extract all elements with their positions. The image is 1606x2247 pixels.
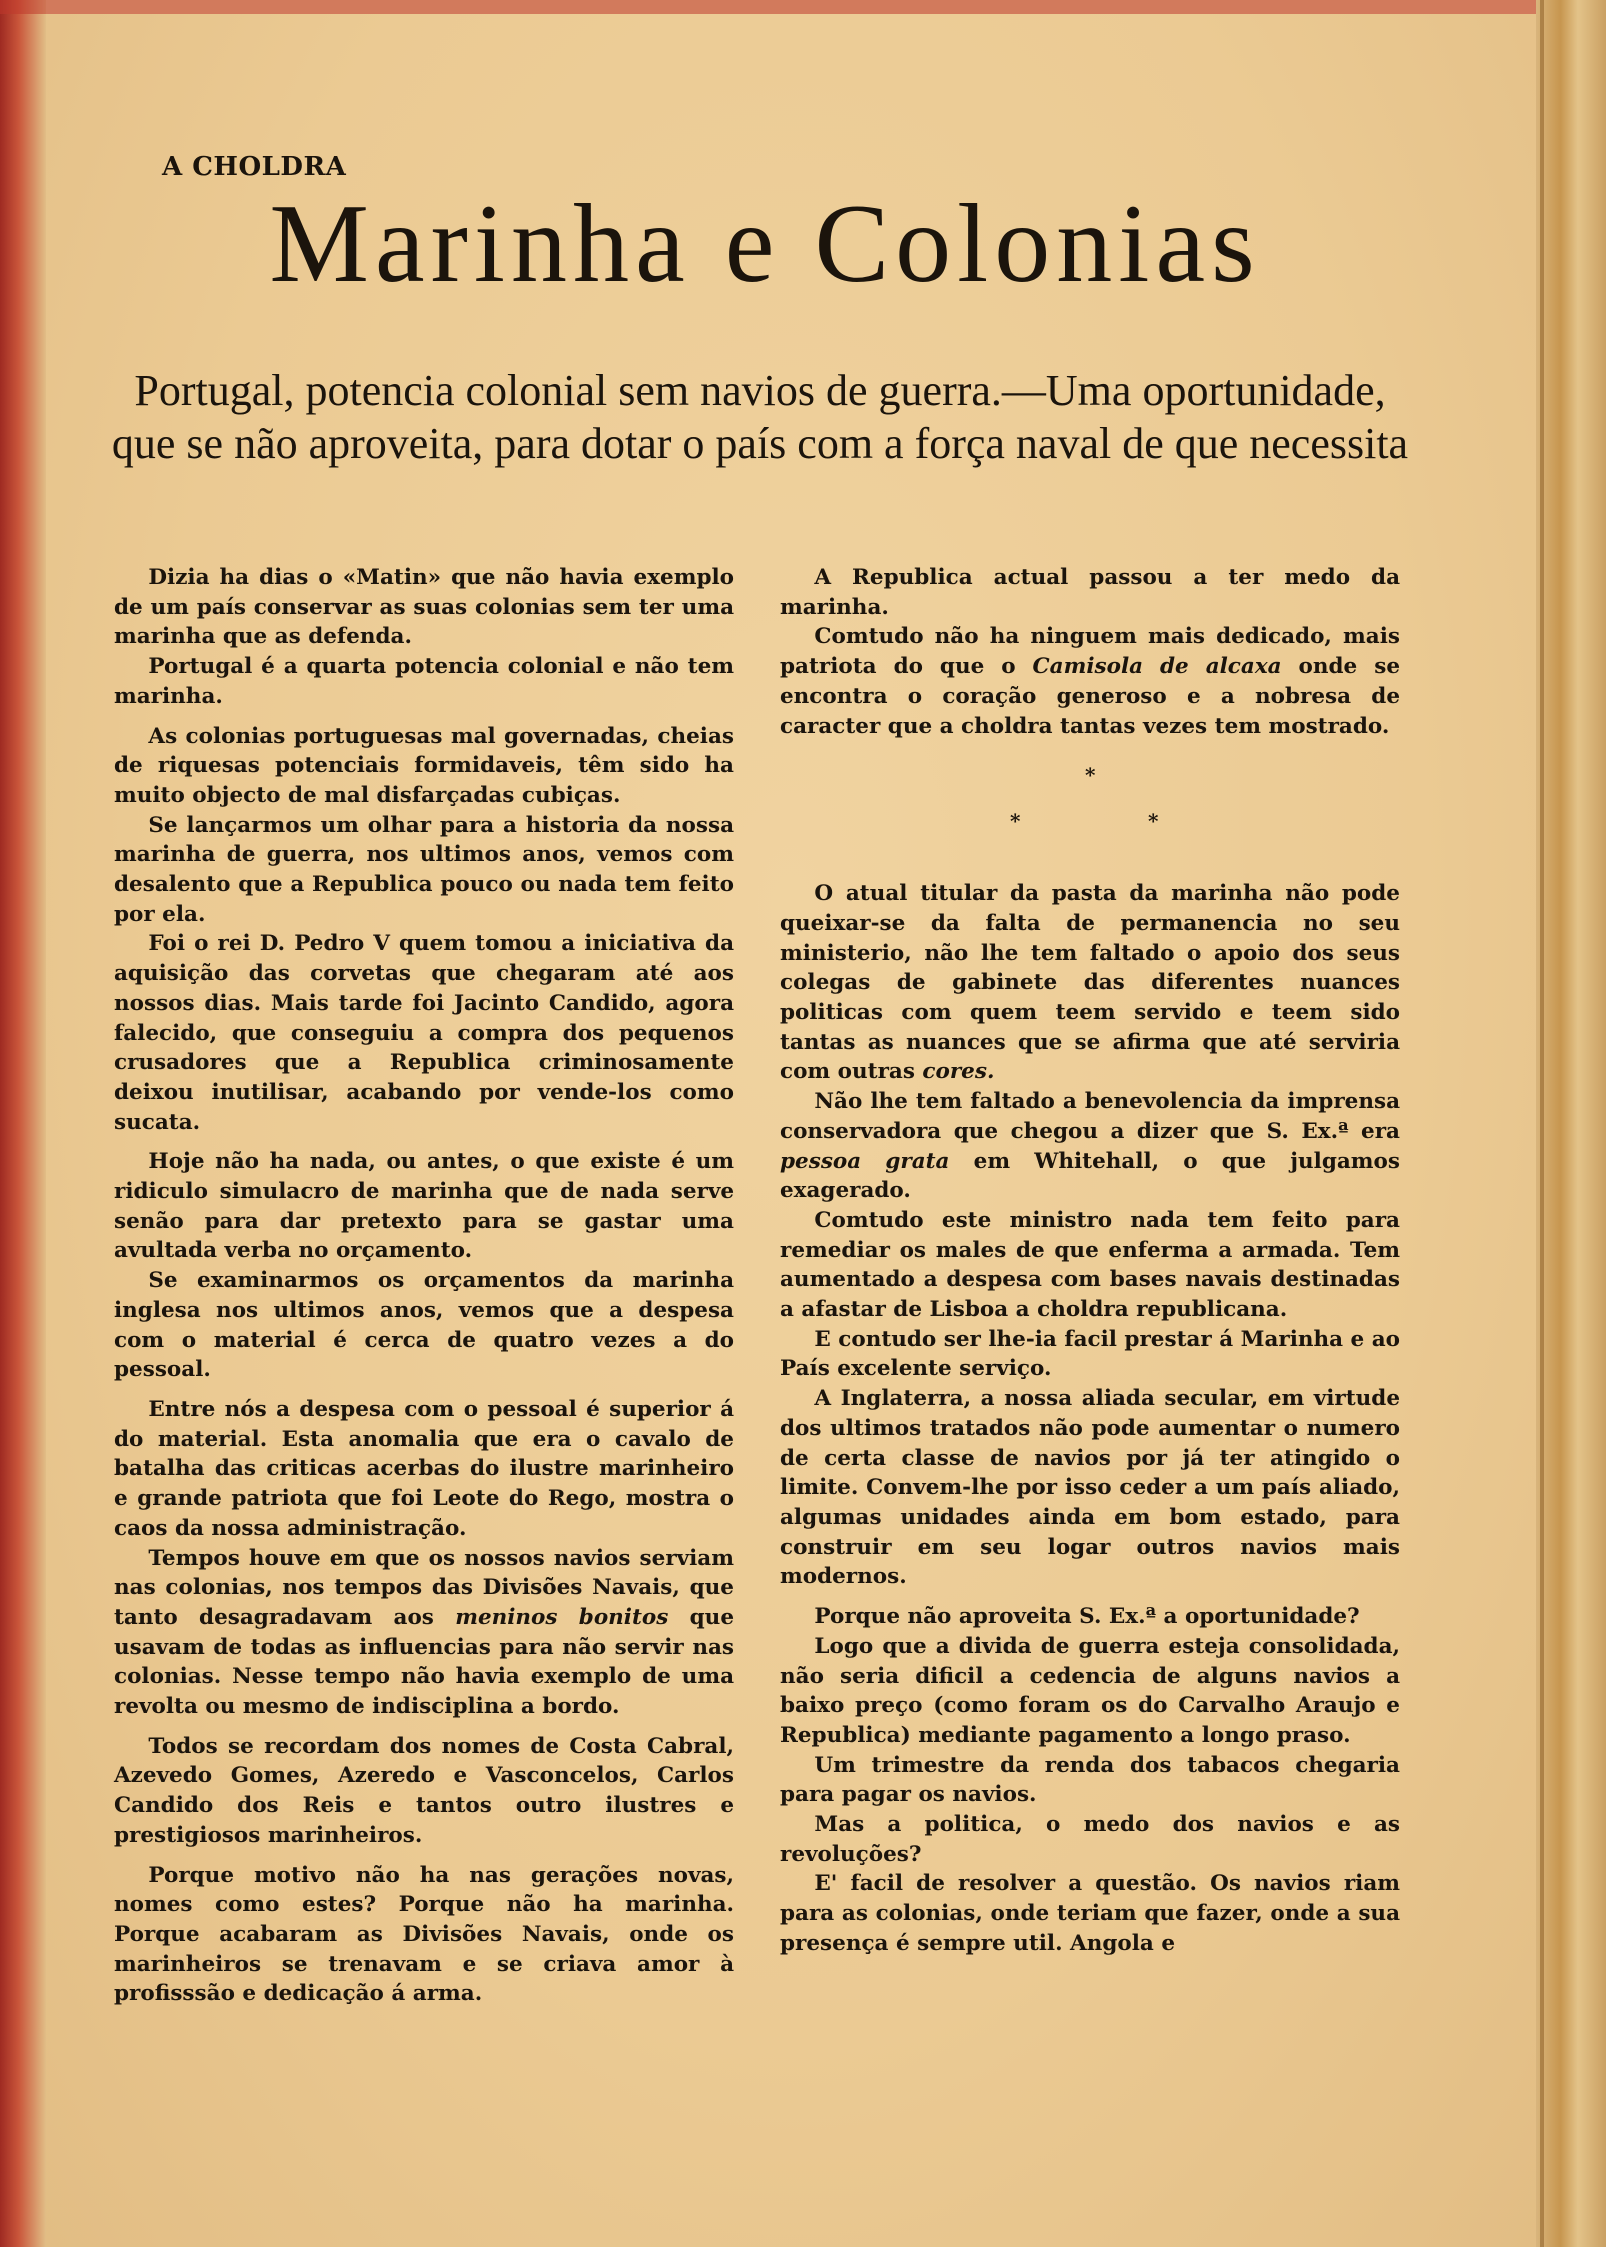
paragraph	[780, 1087, 1400, 1206]
text-run: Tempos houve em que os nossos navios serviam nas colonias, nos tempos das Divisões Navais, que tanto desagradavam aos	[114, 1545, 734, 1630]
italic-run: cores.	[922, 1059, 995, 1085]
paragraph: Entre nós a despesa com o pessoal é superior á do material. Esta anomalia que era o cavalo de batalha das criticas acerbas do ilustre marinheiro e grande patriota que foi Leote do Rego, mostra o caos da nossa administração.	[114, 1396, 734, 1541]
paragraph: As colonias portuguesas mal governadas, cheias de riquesas potenciais formidaveis, têm sido ha muito objecto de mal disfarçadas cubiças.	[114, 723, 734, 808]
paragraph: E' facil de resolver a questão. Os navios riam para as colonias, onde teriam que fazer, onde a sua presença é sempre util. Angola e	[780, 1871, 1400, 1956]
page-top-edge	[0, 0, 1606, 14]
paragraph: Se examinarmos os orçamentos da marinha inglesa nos ultimos anos, vemos que a despesa com o material é cerca de quatro vezes a do pessoal.	[114, 1268, 734, 1383]
italic-run: meninos bonitos	[455, 1604, 669, 1630]
text-run: onde se encontra o coração generoso e a nobresa de caracter que a choldra tantas vezes tem mostrado.	[780, 654, 1400, 739]
paragraph: Se lançarmos um olhar para a historia da nossa marinha de guerra, nos ultimos anos, vemos com desalento que a Republica pouco ou nada tem feito por ela.	[114, 812, 734, 927]
paragraph: Um trimestre da renda dos tabacos chegaria para pagar os navios.	[780, 1752, 1400, 1808]
text-run: O atual titular da pasta da marinha não pode queixar-se da falta de permanencia no seu ministerio, não lhe tem faltado o apoio dos seus colegas de gabinete das diferentes nuances politicas com quem teem servido e teem sido tantas as nuances que se afirma que até serviria com outras	[780, 881, 1400, 1085]
paragraph	[780, 622, 1400, 741]
paragraph: Dizia ha dias o «Matin» que não havia exemplo de um país conservar as suas colonias sem ter uma marinha que as defenda.	[114, 565, 734, 650]
italic-run: Camisola de alcaxa	[1032, 654, 1282, 680]
paragraph: Comtudo este ministro nada tem feito para remediar os males de que enferma a armada. Tem aumentado a despesa com bases navais destinadas a afastar de Lisboa a choldra republicana.	[780, 1207, 1400, 1323]
paragraph: Todos se recordam dos nomes de Costa Cabral, Azevedo Gomes, Azeredo e Vasconcelos, Carlos Candido dos Reis e tantos outro ilustres e prestigiosos marinheiros.	[114, 1733, 734, 1848]
paragraph: Hoje não ha nada, ou antes, o que existe é um ridiculo simulacro de marinha que de nada serve senão para dar pretexto para se gastar uma avultada verba no orçamento.	[114, 1149, 734, 1264]
section-separator	[780, 751, 1400, 861]
text-run: que usavam de todas as influencias para não servir nas colonias. Nesse tempo não havia exemplo de uma revolta ou mesmo de indisciplina a bordo.	[114, 1604, 734, 1720]
paragraph	[114, 1544, 734, 1722]
paragraph	[780, 879, 1400, 1087]
paragraph: Portugal é a quarta potencia colonial e não tem marinha.	[114, 654, 734, 709]
paragraph: Logo que a divida de guerra esteja consolidada, não seria dificil a cedencia de alguns navios a baixo preço (como foram os do Carvalho Araujo e Republica) mediante pagamento a longo praso.	[780, 1633, 1400, 1748]
paragraph: A Republica actual passou a ter medo da marinha.	[780, 565, 1400, 620]
asterisk-icon: *	[1148, 809, 1159, 834]
text-run: em Whitehall, o que julgamos exagerado.	[780, 1148, 1400, 1204]
left-column	[114, 563, 734, 2009]
page-binding-edge	[0, 0, 46, 2247]
paragraph: Mas a politica, o medo dos navios e as revoluções?	[780, 1812, 1400, 1867]
text-run: Não lhe tem faltado a benevolencia da imprensa conservadora que chegou a dizer que S. Ex.ª era	[780, 1089, 1400, 1144]
paragraph: A Inglaterra, a nossa aliada secular, em virtude dos ultimos tratados não pode aumentar o numero de certa classe de navios por já ter atingido o limite. Convem-lhe por isso ceder a um país aliado, algumas unidades ainda em bom estado, para construir em seu logar outros navios mais modernos.	[780, 1386, 1400, 1590]
text-run: Comtudo não ha ninguem mais dedicado, mais patriota do que o	[780, 624, 1400, 680]
right-column	[780, 563, 1400, 1959]
asterisk-icon: *	[1010, 809, 1021, 834]
paragraph: Porque não aproveita S. Ex.ª a oportunidade?	[814, 1604, 1360, 1630]
paragraph: Foi o rei D. Pedro V quem tomou a iniciativa da aquisição das corvetas que chegaram até aos nossos dias. Mais tarde foi Jacinto Candido, agora falecido, que conseguiu a compra dos pequenos crusadores que a Republica criminosamente deixou inutilisar, acabando por vende-los como sucata.	[114, 931, 734, 1135]
page-fold-line	[1540, 0, 1544, 2247]
italic-run: pessoa grata	[780, 1148, 950, 1174]
article-title: Marinha e Colonias	[269, 182, 1261, 306]
section-label: A CHOLDRA	[162, 152, 347, 182]
asterisk-icon: *	[1085, 763, 1096, 788]
article-subtitle: Portugal, potencia colonial sem navios de guerra.—Uma oportunidade, que se não aproveita, para dotar o país com a força naval de que necessita	[111, 366, 1409, 468]
paragraph: Porque motivo não ha nas gerações novas, nomes como estes? Porque não ha marinha. Porque acabaram as Divisões Navais, onde os marinheiros se trenavam e se criava amor à profisssão e dedicação á arma.	[114, 1862, 734, 2007]
paragraph: E contudo ser lhe-ia facil prestar á Marinha e ao País excelente serviço.	[780, 1326, 1400, 1382]
page-right-edge	[1536, 0, 1606, 2247]
